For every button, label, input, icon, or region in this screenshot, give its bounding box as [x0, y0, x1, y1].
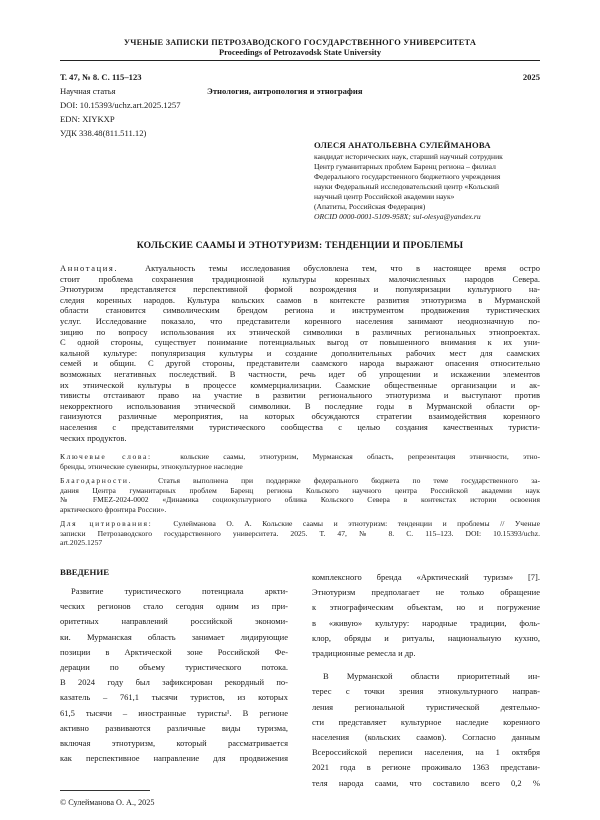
- header-rule: [60, 60, 540, 61]
- intro-line: населения (кольских саамов). Согласно данным: [312, 732, 540, 743]
- abstract-line: некорректного использования этнической символики. В последние годы в Мурманской области ор-: [60, 400, 540, 411]
- intro-line: В Мурманской области приоритетный ин-: [323, 671, 540, 682]
- citation: [60, 519, 540, 548]
- abstract-line: населения с представителями туристического сообщества с целью создания качественных туристи-: [60, 421, 540, 432]
- abstract-line: возможных негативных последствий. В частности, речь идет об упрощении и искажении элементов: [60, 368, 540, 379]
- intro-line: Этнотуризм предполагает не только обращение: [312, 587, 540, 598]
- abstract-line: С одной стороны, существует понимание потенциальных выгод от повышенного внимания к их уни-: [60, 337, 540, 348]
- author-line: научный центр Российской академии наук»: [314, 192, 455, 201]
- intro-line: терес с точки зрения этнокультурного направ-: [312, 686, 540, 697]
- abstract-line: области становится символическим брендом региона и инструментом продвижения туристических: [60, 305, 540, 316]
- intro-line: как перспективное направление для продвижения: [60, 753, 288, 764]
- intro-line: сти представляет культурное наследие коренного: [312, 716, 540, 727]
- abstract: [60, 263, 540, 443]
- acknowledgments: [60, 476, 540, 514]
- author-line: кандидат исторических наук, старший научный сотрудник: [314, 152, 503, 161]
- acknowledgments-line: арктического фронтира России».: [60, 504, 167, 514]
- intro-line: дерации по объему туристического потока.: [60, 662, 288, 673]
- section-name: Этнология, антропология и этнография: [207, 86, 363, 96]
- intro-line: ления региональной туристической деятельно-: [312, 701, 540, 712]
- abstract-line: ганизуются различные мероприятия, на которых обсуждаются стратегии взаимодействия коренного: [60, 411, 540, 422]
- intro-line: В 2024 году был зафиксирован рекордный по-: [60, 677, 288, 688]
- intro-line: клор, обряды и ритуалы, национальную кухню,: [312, 632, 540, 643]
- abstract-line: стоит проблема сохранения традиционной культуры коренных малочисленных народов Севера.: [60, 273, 540, 284]
- abstract-line: услуг. Исследование показало, что представители коренного населения занимают неоднозначную по-: [60, 315, 540, 326]
- abstract-label: Аннотация.: [60, 263, 119, 273]
- author-name: ОЛЕСЯ АНАТОЛЬЕВНА СУЛЕЙМАНОВА: [314, 140, 491, 150]
- author-line: Федерального государственного бюджетного учреждения: [314, 172, 501, 181]
- citation-line: art.2025.1257: [60, 538, 103, 548]
- author-line: науки Федеральный исследовательский центр «Кольский: [314, 182, 500, 191]
- journal-name-en: Proceedings of Petrozavodsk State University: [218, 48, 382, 57]
- keywords-line: кольские саамы, этнотуризм, Мурманская область, репрезентация этничности, этно-: [180, 452, 540, 461]
- intro-left-column: [60, 584, 288, 766]
- abstract-line: кальной культуре: популяризация культуры и создание дополнительных рабочих мест для саамских: [60, 347, 540, 358]
- intro-line: Развитие туристического потенциала аркти-: [71, 586, 288, 596]
- article-title: КОЛЬСКИЕ СААМЫ И ЭТНОТУРИЗМ: ТЕНДЕНЦИИ И ПРОБЛЕМЫ: [136, 240, 464, 251]
- author-affiliation: [314, 152, 503, 222]
- section-heading-introduction: ВВЕДЕНИЕ: [60, 567, 110, 577]
- journal-name-ru: УЧЕНЫЕ ЗАПИСКИ ПЕТРОЗАВОДСКОГО ГОСУДАРСТВЕННОГО УНИВЕРСИТЕТА: [123, 38, 477, 47]
- intro-line: ческих регионов стало сегодня одним из при-: [60, 601, 288, 612]
- abstract-line: тивисты отстаивают право на участие в развитии регионального этнотуризма и выступают против: [60, 390, 540, 401]
- abstract-line: Актуальность темы исследования обусловлена тем, что в настоящее время остро: [145, 263, 540, 273]
- doi: DOI: 10.15393/uchz.art.2025.1257: [60, 100, 181, 110]
- abstract-line: Этнотуризм представляется перспективной формой возрождения и популяризации культурного на-: [60, 284, 540, 295]
- intro-line: включая этнотуризм, который рассматривается: [60, 738, 288, 749]
- year: 2025: [522, 72, 540, 82]
- udc: УДК 338.48(811.511.12): [60, 128, 147, 138]
- keywords: [60, 452, 540, 471]
- abstract-line: зицию по вопросу использования их этнической символики в различных региональных этнопроектах.: [60, 326, 540, 337]
- intro-line: к этнографическим объектам, но и погружение: [312, 602, 540, 613]
- intro-line: 61,5 тысячи – иностранные туристы¹. В регионе: [60, 707, 288, 718]
- abstract-line: их этнической культуры в процессе коммерциализации. Саамские общественные организации и ак-: [60, 379, 540, 390]
- acknowledgments-line: дания Центра гуманитарных проблем Баренц региона Кольского научного центра Российской академии наук: [60, 485, 540, 495]
- intro-line: оритетных направлений российской экономи-: [60, 616, 288, 627]
- footnote-rule: [60, 790, 150, 791]
- article-type: Научная статья: [60, 86, 116, 96]
- edn: EDN: XIYKXP: [60, 114, 115, 124]
- intro-line: традиционные ремесла и др.: [312, 648, 416, 659]
- copyright: © Сулейманова О. А., 2025: [60, 798, 155, 807]
- intro-line: теля народа саами, что составило всего 0,2 %: [312, 777, 540, 788]
- citation-line: записки Петрозаводского государственного университета. 2025. Т. 47, № 8. С. 115–123. DOI: 10.15393/uchz.: [60, 528, 540, 538]
- intro-line: активно развиваются различные виды туризма,: [60, 722, 288, 733]
- intro-line: ки. Мурманская область занимает лидирующие: [60, 631, 288, 642]
- intro-line: 2021 года в регионе проживало 1363 представи-: [312, 762, 540, 773]
- intro-line: в «живую» культуру: народные традиции, фоль-: [312, 617, 540, 628]
- author-line: (Апатиты, Российская Федерация): [314, 202, 426, 211]
- abstract-line: семей и общин. С другой стороны, представители саамского народа выражают опасения относительно: [60, 358, 540, 369]
- intro-right-column: [312, 570, 540, 791]
- intro-line: казатель – 761,1 тысячи туристов, из которых: [60, 692, 288, 703]
- acknowledgments-line: № FMEZ-2024-0002 «Динамика социокультурного облика Кольского Севера в контекстах истории освоения: [60, 495, 540, 505]
- author-orcid: ORCID 0000-0001-5109-958X; sul-olesya@yandex.ru: [314, 212, 481, 221]
- citation-line: Сулейманова О. А. Кольские саамы и этнотуризм: тенденции и проблемы // Ученые: [173, 519, 541, 528]
- citation-label: Для цитирования:: [60, 519, 153, 528]
- abstract-line: следия коренных народов. Культура кольских саамов в контексте развития этнотуризма в Мурманской: [60, 294, 540, 305]
- intro-line: позиции в Арктической зоне Российской Фе-: [60, 646, 288, 657]
- intro-line: Всероссийской переписи населения, на 1 октября: [312, 747, 540, 758]
- intro-line: комплексного бренда «Арктический туризм» [7].: [312, 572, 540, 582]
- acknowledgments-line: Статья выполнена при поддержке федерального бюджета по теме государственного за-: [158, 476, 541, 485]
- abstract-line: ческих продуктов.: [60, 432, 127, 443]
- keywords-line: бренды, этнические сувениры, этнокультурное наследие: [60, 461, 243, 471]
- author-line: Центр гуманитарных проблем Баренц региона – филиал: [314, 162, 496, 171]
- keywords-label: Ключевые слова:: [60, 452, 152, 461]
- volume-info: Т. 47, № 8. С. 115–123: [60, 72, 142, 82]
- acknowledgments-label: Благодарности.: [60, 476, 133, 485]
